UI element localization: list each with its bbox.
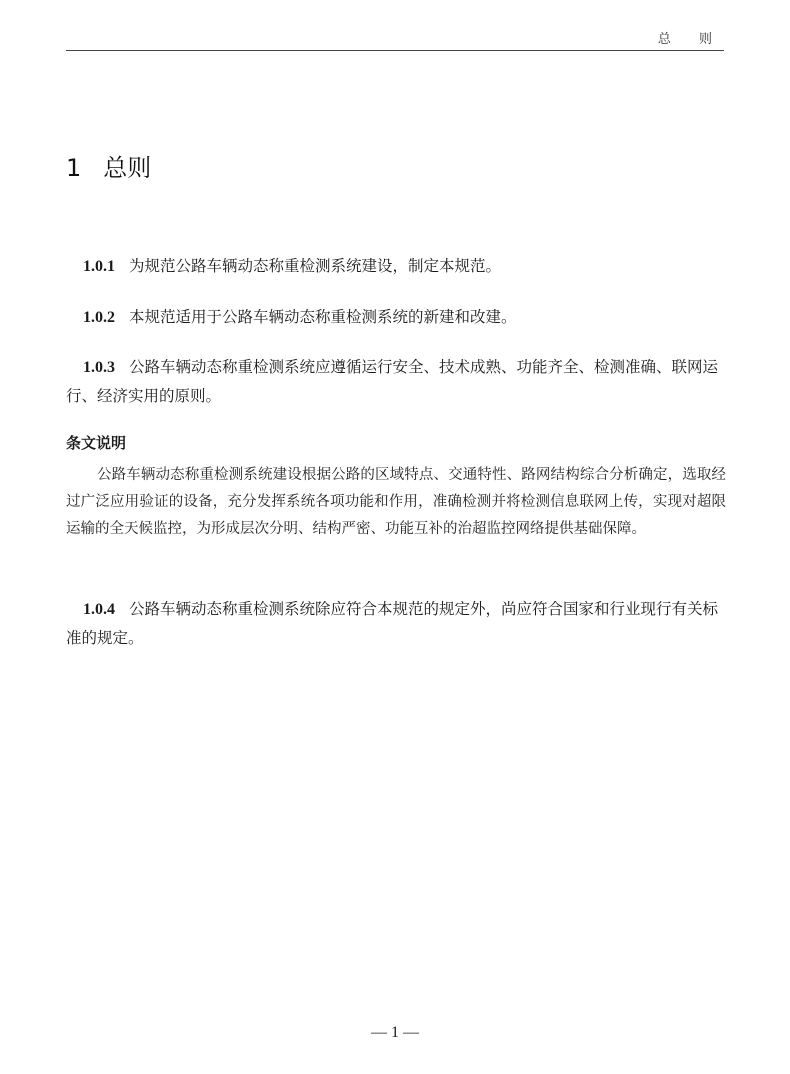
clause-number: 1.0.3 [83, 359, 115, 376]
clause-number: 1.0.2 [83, 309, 115, 326]
chapter-number: 1 [66, 154, 82, 182]
running-header-title: 总 则 [657, 32, 724, 47]
chapter-title [66, 148, 151, 183]
explanation-body: 公路车辆动态称重检测系统建设根据公路的区域特点、交通特性、路网结构综合分析确定，选取经过广泛应用验证的设备，充分发挥系统各项功能和作用，准确检测并将检测信息联网上传，实现对超限运输的全天候监控，为形成层次分明、结构严密、功能互补的治超监控网络提供基础保障。 [66, 467, 726, 537]
clause-1-0-3 [66, 353, 726, 411]
chapter-title-text: 总则 [103, 154, 152, 182]
page-number: — 1 — [371, 1024, 419, 1041]
clause-number: 1.0.4 [83, 601, 115, 618]
explanation-heading: 条文说明 [66, 434, 127, 452]
clause-text: 本规范适用于公路车辆动态称重检测系统的新建和改建。 [129, 308, 517, 326]
clause-text: 公路车辆动态称重检测系统应遵循运行安全、技术成熟、功能齐全、检测准确、联网运行、经济实用的原则。 [66, 358, 719, 405]
clause-1-0-1 [66, 252, 726, 281]
clause-1-0-2 [66, 303, 726, 332]
clause-text: 公路车辆动态称重检测系统除应符合本规范的规定外，尚应符合国家和行业现行有关标准的规定。 [66, 600, 719, 647]
clause-1-0-4 [66, 595, 726, 653]
clause-text: 为规范公路车辆动态称重检测系统建设，制定本规范。 [129, 257, 502, 275]
header-rule [66, 50, 724, 51]
clause-number: 1.0.1 [83, 258, 115, 275]
